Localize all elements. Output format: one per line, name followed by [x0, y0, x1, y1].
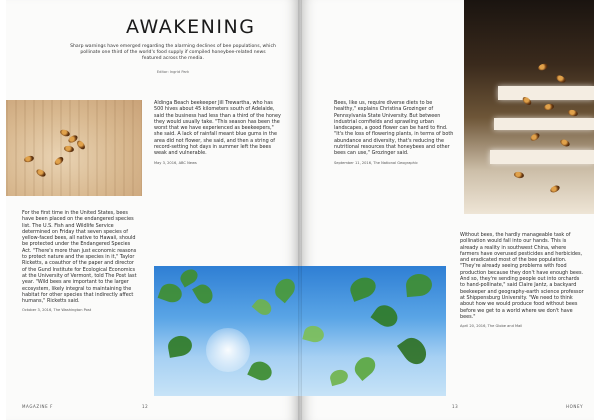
bees-on-honeycomb-hive-photo — [464, 0, 594, 214]
quote-credit: September 11, 2016, The National Geographic — [334, 160, 418, 165]
quote-text: Without bees, the hardly manageable task of pollination would fall into our hands. This is already a reality in southwest China, where farmers have overused pesticides and herbicides, and eradicated most of the bee population. "They're already seeing problems with food production because they don't have enough bees. And so, they're sending people out into orchards to hand-pollinate," said Claire Jantz, a backyard beekeeper and geography-earth science professor at Shippensburg University. "We need to think about how we would produce food without bees before we get to a world where we don't have bees." — [460, 232, 584, 320]
folio-left-label: MAGAZINE F — [22, 404, 53, 409]
quote-endangered-species — [22, 210, 138, 314]
quote-credit: October 3, 2016, The Washington Post — [22, 308, 92, 313]
bees-on-wooden-frame-photo — [6, 100, 142, 196]
quote-text: Bees, like us, require diverse diets to be healthy," explains Christina Grozinger of Pennsylvania State University. But between industrial cornfields and sprawling urban landscapes, a good flower can be hard to find. "It's the loss of flowering plants, in terms of both abundance and diversity, that's reducing the nutritional resources that honeybees and other bees can use," Grozinger said. — [334, 100, 454, 157]
article-lede: Sharp warnings have emerged regarding the alarming declines of bee populations, which pollinate one third of the world's food supply if compiled honeybee-related news featured across the media. — [70, 44, 276, 61]
folio-right-label: HONEY — [566, 404, 584, 409]
quote-text: Aldinga Beach beekeeper Jill Trewartha, who has 500 hives about 45 kilometers south of Adelaide, said the business had less than a third of the honey they would usually take. "This season has been the worst that we have experienced as beekeepers," she said. A lack of rainfall meant blue gums in the area did not flower, she said, and then a string of record-setting hot days in summer left the bees weak and vulnerable. — [154, 100, 281, 157]
folio-left-page: 12 — [142, 404, 149, 409]
quote-credit: April 20, 2016, The Globe and Mail — [460, 324, 523, 329]
quote-text: For the first time in the United States, bees have been placed on the endangered species list. The U.S. Fish and Wildlife Service determined on Friday that seven species of yellow-faced bees, all native to Hawaii, should be protected under the Endangered Species Act. "There's more than just economic reasons to protect nature and the species in it," Taylor Ricketts, a coauthor of the paper and director of the Gund Institute for Ecological Economics at the University of Vermont, told The Post last year. "Wild bees are important to the larger ecosystem, likely integral to maintaining the habitat for other species that indirectly affect humans," Ricketts said. — [22, 210, 137, 305]
quote-credit: May 3, 2016, ABC News — [154, 160, 197, 165]
quote-bee-diets — [334, 100, 454, 166]
spread-gutter — [298, 0, 302, 420]
folio-right-page: 13 — [452, 404, 459, 409]
article-title: AWAKENING — [126, 16, 256, 38]
lede-credit: Editor: Ingrid Park — [156, 70, 190, 74]
quote-aldinga-beekeeper — [154, 100, 282, 166]
quote-without-bees — [460, 232, 584, 329]
